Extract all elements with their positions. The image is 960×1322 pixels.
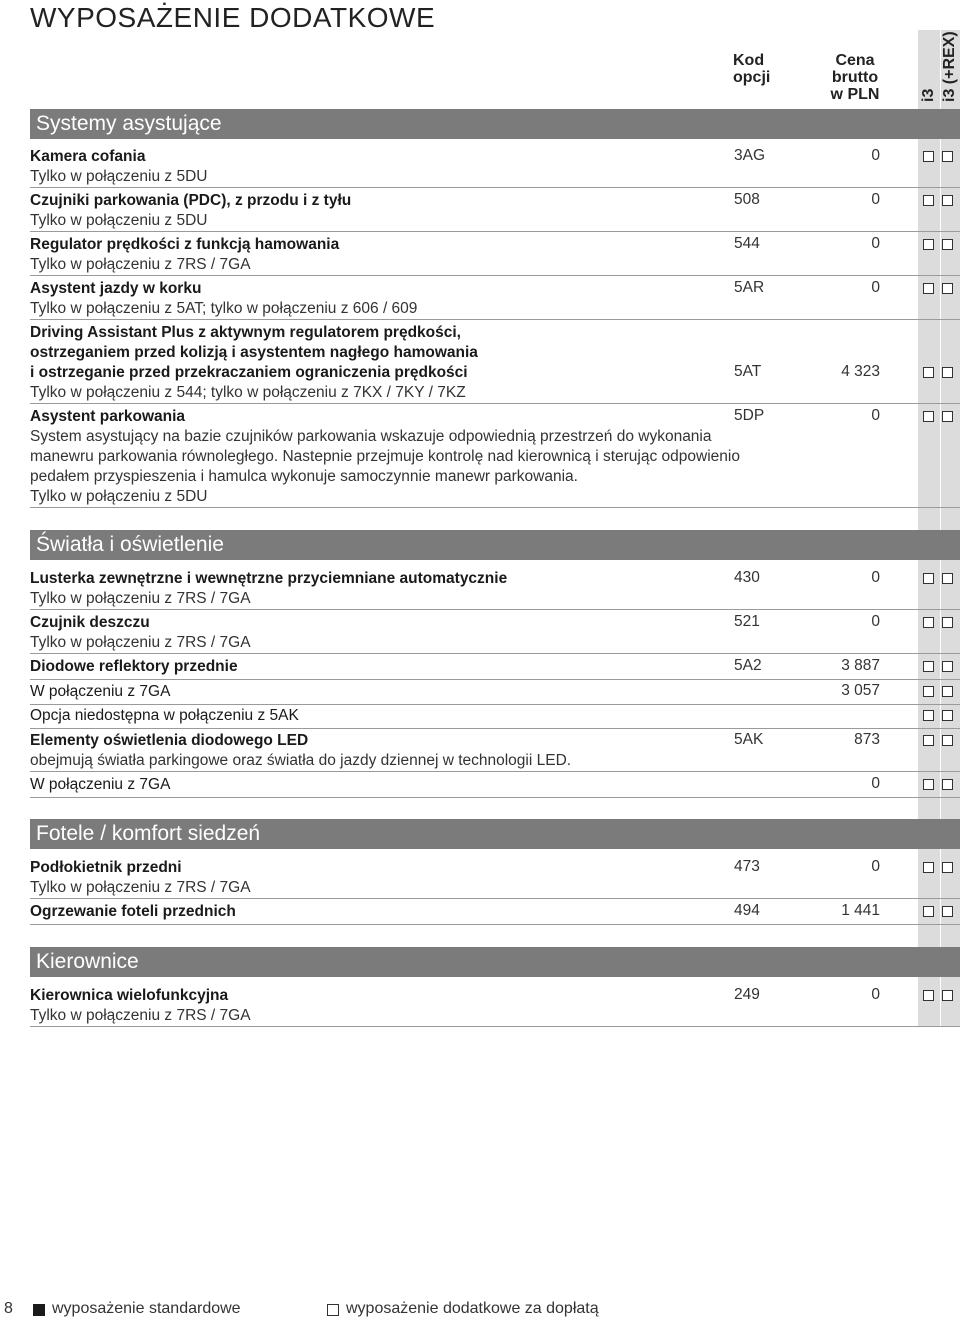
row-divider: [30, 898, 960, 899]
table-row: [30, 682, 960, 702]
option-price: 0: [871, 569, 880, 586]
row-divider: [30, 507, 960, 508]
option-code: 521: [734, 613, 760, 630]
code-header-line: opcji: [733, 69, 771, 86]
row-divider: [30, 609, 960, 610]
optional-box: [923, 735, 934, 746]
model-header-i3: i3: [920, 88, 937, 102]
option-name: Czujniki parkowania (PDC), z przodu i z tyłu: [30, 192, 352, 209]
row-divider: [30, 771, 960, 772]
row-divider: [30, 728, 960, 729]
option-name: Regulator prędkości z funkcją hamowania: [30, 236, 340, 253]
optional-box: [923, 367, 934, 378]
row-divider: [30, 319, 960, 320]
option-price: 4 323: [841, 363, 880, 380]
table-row: [30, 902, 960, 922]
option-price: 0: [871, 858, 880, 875]
option-code: 544: [734, 235, 760, 252]
option-price: 0: [871, 235, 880, 252]
legend-standard-label: wyposażenie standardowe: [52, 1300, 241, 1317]
option-description: manewru parkowania równoległego. Nastepnie przejmuje kontrolę nad kierownicą i sterując odpowienio: [30, 448, 740, 465]
page-title: WYPOSAŻENIE DODATKOWE: [30, 2, 436, 33]
row-divider: [30, 797, 960, 798]
option-name: Driving Assistant Plus z aktywnym regulatorem prędkości,: [30, 324, 461, 341]
price-header-line: Cena: [835, 52, 875, 69]
option-code: 5AK: [734, 731, 764, 748]
optional-box: [942, 573, 953, 584]
option-code: 5AR: [734, 279, 765, 296]
section-header: [30, 530, 960, 560]
option-name: i ostrzeganie przed przekraczaniem ograniczenia prędkości: [30, 364, 468, 381]
table-row: [30, 657, 960, 677]
option-code: 5AT: [734, 363, 762, 380]
page-number: 8: [4, 1300, 13, 1317]
optional-box: [942, 735, 953, 746]
optional-box: [923, 862, 934, 873]
table-row: [30, 235, 960, 275]
option-variant: W połączeniu z 7GA: [30, 776, 171, 793]
option-description: System asystujący na bazie czujników parkowania wskazuje odpowiednią przestrzeń do wykonania: [30, 428, 712, 445]
option-code: 5A2: [734, 657, 762, 674]
table-row: [30, 191, 960, 231]
row-divider: [30, 704, 960, 705]
optional-box: [942, 283, 953, 294]
optional-box: [942, 411, 953, 422]
optional-box: [923, 239, 934, 250]
option-name: Elementy oświetlenia diodowego LED: [30, 732, 309, 749]
option-price: 0: [871, 191, 880, 208]
table-row: [30, 407, 960, 507]
table-row: [30, 706, 960, 726]
option-name: Ogrzewanie foteli przednich: [30, 903, 236, 920]
table-row: [30, 147, 960, 187]
option-code: 430: [734, 569, 760, 586]
table-row: [30, 613, 960, 653]
optional-box: [942, 367, 953, 378]
option-price: 3 887: [841, 657, 880, 674]
option-name: Kamera cofania: [30, 148, 146, 165]
option-code: 494: [734, 902, 760, 919]
option-code: 5DP: [734, 407, 765, 424]
standard-equipment-square-icon: [33, 1304, 45, 1316]
option-name: Diodowe reflektory przednie: [30, 658, 238, 675]
section-title: Systemy asystujące: [36, 112, 222, 135]
table-row: [30, 858, 960, 898]
option-name: Czujnik deszczu: [30, 614, 150, 631]
option-name: Podłokietnik przedni: [30, 859, 182, 876]
option-code: 3AG: [734, 147, 766, 164]
option-note: Tylko w połączeniu z 7RS / 7GA: [30, 256, 251, 273]
option-note: obejmują światła parkingowe oraz światła do jazdy dziennej w technologii LED.: [30, 752, 572, 769]
model-header-i3-rex: i3 (+REX): [941, 31, 958, 102]
table-row: [30, 279, 960, 319]
column-header-code: [733, 52, 770, 86]
option-note: Tylko w połączeniu z 5AT; tylko w połączeniu z 606 / 609: [30, 300, 418, 317]
option-price: 0: [871, 407, 880, 424]
option-price: 0: [871, 986, 880, 1003]
option-note: Tylko w połączeniu z 5DU: [30, 488, 208, 505]
optional-box: [942, 195, 953, 206]
option-note: Tylko w połączeniu z 544; tylko w połączeniu z 7KX / 7KY / 7KZ: [30, 384, 466, 401]
price-header-line: brutto: [831, 69, 879, 86]
optional-box: [942, 686, 953, 697]
row-divider: [30, 653, 960, 654]
section-title: Światła i oświetlenie: [36, 533, 224, 556]
optional-box: [923, 617, 934, 628]
table-row: [30, 775, 960, 795]
option-note: Tylko w połączeniu z 5DU: [30, 168, 208, 185]
option-note: Tylko w połączeniu z 5DU: [30, 212, 208, 229]
optional-box: [923, 283, 934, 294]
optional-equipment-square-icon: [327, 1304, 339, 1316]
option-code: 473: [734, 858, 760, 875]
optional-box: [942, 151, 953, 162]
section-header: [30, 947, 960, 977]
optional-box: [942, 990, 953, 1001]
optional-box: [923, 779, 934, 790]
option-note: Tylko w połączeniu z 7RS / 7GA: [30, 1007, 251, 1024]
table-row: [30, 986, 960, 1026]
optional-box: [942, 906, 953, 917]
option-variant: W połączeniu z 7GA: [30, 683, 171, 700]
option-name: Lusterka zewnętrzne i wewnętrzne przyciemniane automatycznie: [30, 570, 508, 587]
option-name: Asystent jazdy w korku: [30, 280, 202, 297]
table-row: [30, 323, 960, 403]
section-title: Fotele / komfort siedzeń: [36, 822, 261, 845]
table-row: [30, 569, 960, 609]
optional-box: [923, 906, 934, 917]
option-name: Asystent parkowania: [30, 408, 186, 425]
optional-box: [923, 990, 934, 1001]
optional-box: [942, 617, 953, 628]
row-divider: [30, 679, 960, 680]
option-name: ostrzeganiem przed kolizją i asystentem nagłego hamowania: [30, 344, 478, 361]
optional-box: [942, 779, 953, 790]
table-row: [30, 731, 960, 771]
section-header: [30, 819, 960, 849]
option-price: 0: [871, 775, 880, 792]
option-price: 0: [871, 279, 880, 296]
option-note: Tylko w połączeniu z 7RS / 7GA: [30, 634, 251, 651]
option-note: Tylko w połączeniu z 7RS / 7GA: [30, 590, 251, 607]
optional-box: [923, 661, 934, 672]
optional-box: [923, 411, 934, 422]
legend-optional-label: wyposażenie dodatkowe za dopłatą: [346, 1300, 599, 1317]
option-name: Kierownica wielofunkcyjna: [30, 987, 229, 1004]
option-price: 873: [854, 731, 880, 748]
row-divider: [30, 403, 960, 404]
row-divider: [30, 1026, 960, 1027]
section-title: Kierownice: [36, 950, 139, 973]
column-header-price: [812, 52, 898, 103]
option-note: Tylko w połączeniu z 7RS / 7GA: [30, 879, 251, 896]
optional-box: [942, 661, 953, 672]
price-header-line: w PLN: [830, 86, 880, 103]
option-description: pedałem przyspieszenia i hamulca wykonuje samoczynnie manewr parkowania.: [30, 468, 578, 485]
optional-box: [942, 239, 953, 250]
optional-box: [923, 710, 934, 721]
code-header-line: Kod: [733, 52, 765, 69]
option-variant: Opcja niedostępna w połączeniu z 5AK: [30, 707, 299, 724]
option-price: 1 441: [841, 902, 880, 919]
optional-box: [923, 151, 934, 162]
option-price: 0: [871, 613, 880, 630]
row-divider: [30, 924, 960, 925]
section-header: [30, 109, 960, 139]
row-divider: [30, 275, 960, 276]
row-divider: [30, 187, 960, 188]
option-price: 3 057: [841, 682, 880, 699]
optional-box: [942, 862, 953, 873]
optional-box: [923, 686, 934, 697]
option-price: 0: [871, 147, 880, 164]
optional-box: [923, 573, 934, 584]
row-divider: [30, 231, 960, 232]
optional-box: [942, 710, 953, 721]
option-code: 508: [734, 191, 760, 208]
option-code: 249: [734, 986, 760, 1003]
optional-box: [923, 195, 934, 206]
